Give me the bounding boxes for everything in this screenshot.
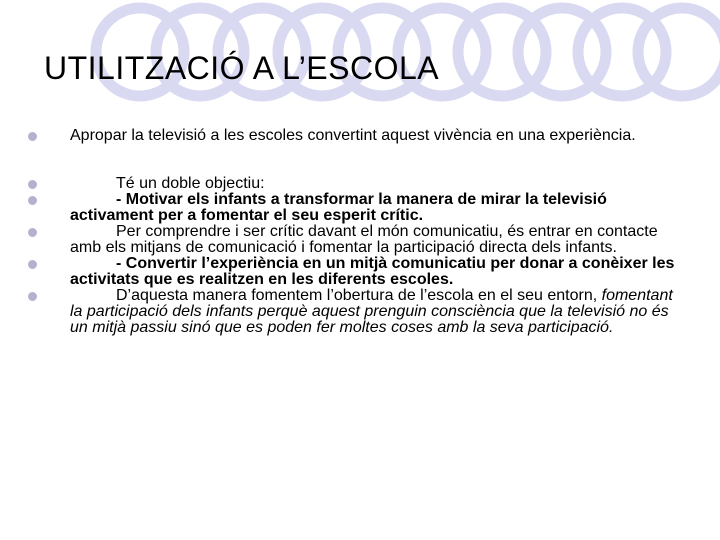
bullet-item [28, 128, 688, 144]
bullet-text: - Convertir l’experiència en un mitjà comunicatiu per donar a conèixer les activitats que es realitzen en les diferents escoles. [70, 255, 675, 288]
bullet-dot-icon [28, 292, 37, 301]
bullet-text: Apropar la televisió a les escoles convertint aquest vivència en una experiència. [70, 127, 636, 144]
bullet-list [28, 128, 688, 336]
bullet-item [28, 192, 688, 224]
bullet-dot-icon [28, 196, 37, 205]
bullet-text: Té un doble objectiu: [116, 175, 265, 192]
bullet-text: D’aquesta manera fomentem l’obertura de l’escola en el seu entorn, [116, 287, 598, 304]
bullet-dot-icon [28, 260, 37, 269]
bullet-text: Per comprendre i ser crític davant el món comunicatiu, és entrar en contacte amb els mitjans de comunicació i fomentar la participació directa dels infants. [70, 223, 658, 256]
bullet-dot-icon [28, 228, 37, 237]
bullet-dot-icon [28, 132, 37, 141]
slide-title: UTILITZACIÓ A L’ESCOLA [44, 50, 440, 86]
bullet-item [28, 256, 688, 288]
circle-10 [638, 8, 720, 96]
bullet-item [28, 288, 688, 336]
bullet-item [28, 224, 688, 256]
bullet-text: - Motivar els infants a transformar la manera de mirar la televisió activament per a fomentar el seu esperit crític. [70, 191, 607, 224]
bullet-item [28, 176, 688, 192]
bullet-text-italic: fomentant la participació dels infants perquè aquest prenguin consciència que la televisió no és un mitjà passiu sinó que es poden fer moltes coses amb la seva participació. [70, 287, 673, 336]
bullet-dot-icon [28, 180, 37, 189]
